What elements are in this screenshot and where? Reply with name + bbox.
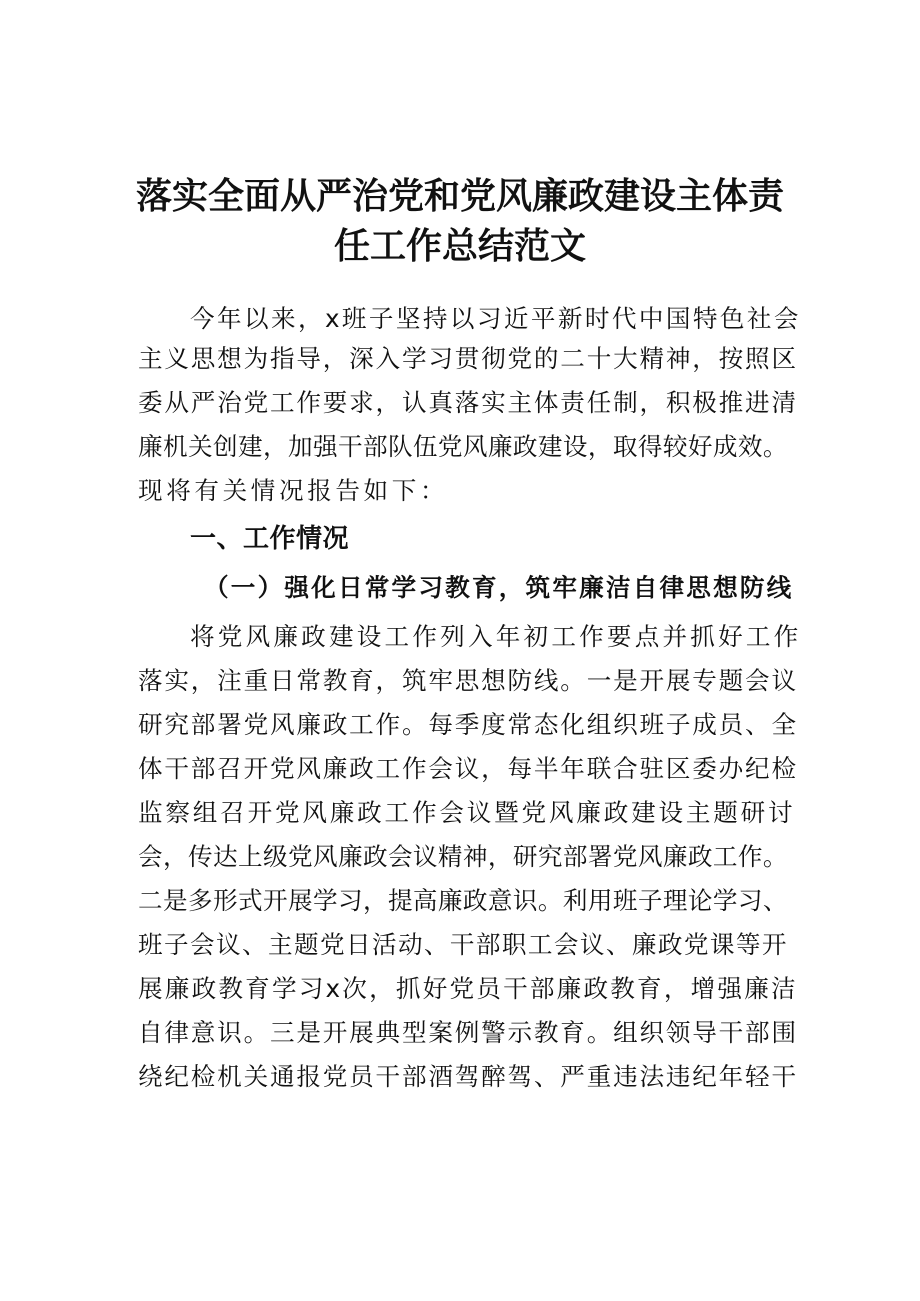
- body-line: 绕纪检机关通报党员干部酒驾醉驾、严重违法违纪年轻干: [138, 1062, 798, 1091]
- body-line: 二是多形式开展学习，提高廉政意识。利用班子理论学习、: [138, 886, 788, 915]
- section-heading: 一、工作情况: [190, 524, 350, 554]
- body-line: 会，传达上级党风廉政会议精神，研究部署党风廉政工作。: [138, 842, 788, 871]
- body-line: 将党风廉政建设工作列入年初工作要点并抓好工作: [190, 622, 802, 651]
- document-title-line-2: 任工作总结范文: [333, 226, 586, 267]
- body-line: 落实，注重日常教育，筑牢思想防线。一是开展专题会议: [138, 666, 798, 695]
- intro-line: 委从严治党工作要求，认真落实主体责任制，积极推进清: [138, 388, 798, 417]
- document-title-line-1: 落实全面从严治党和党风廉政建设主体责: [135, 176, 784, 217]
- body-line: 展廉政教育学习x次，抓好党员干部廉政教育，增强廉洁: [138, 974, 798, 1003]
- intro-line: 廉机关创建，加强干部队伍党风廉政建设，取得较好成效。: [138, 432, 788, 461]
- intro-line: 主义思想为指导，深入学习贯彻党的二十大精神，按照区: [138, 344, 798, 373]
- intro-line: 今年以来，x班子坚持以习近平新时代中国特色社会: [190, 304, 801, 333]
- subsection-heading: （一）强化日常学习教育，筑牢廉洁自律思想防线: [204, 573, 794, 602]
- body-line: 自律意识。三是开展典型案例警示教育。组织领导干部围: [138, 1018, 798, 1047]
- body-line: 监察组召开党风廉政工作会议暨党风廉政建设主题研讨: [138, 798, 796, 827]
- body-line: 班子会议、主题党日活动、干部职工会议、廉政党课等开: [138, 930, 788, 959]
- intro-line: 现将有关情况报告如下：: [138, 476, 449, 505]
- body-line: 研究部署党风廉政工作。每季度常态化组织班子成员、全: [138, 710, 798, 739]
- body-line: 体干部召开党风廉政工作会议，每半年联合驻区委办纪检: [138, 754, 798, 783]
